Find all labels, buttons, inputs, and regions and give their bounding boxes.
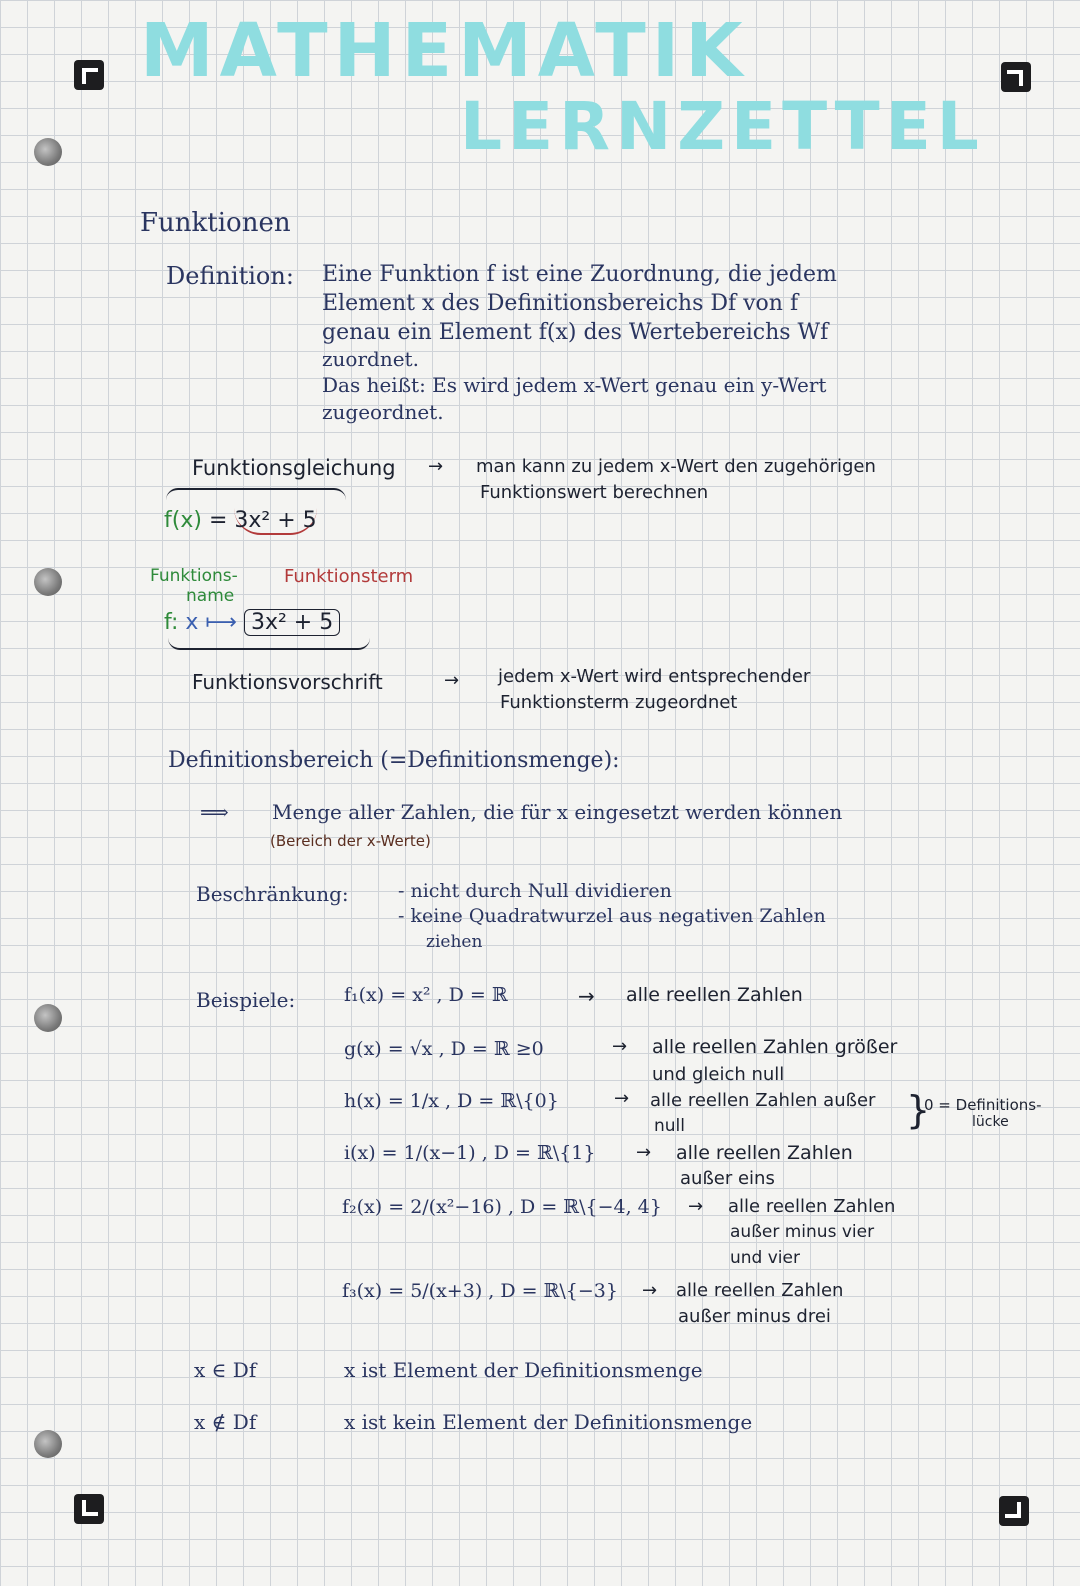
example-6-desc-2: außer minus drei xyxy=(678,1306,831,1327)
example-1-desc: alle reellen Zahlen xyxy=(626,984,803,1006)
equation-arrow: → xyxy=(428,456,444,477)
domain-title: Definitionsbereich (=Definitionsmenge): xyxy=(168,748,620,773)
example-6-formula: f₃(x) = 5/(x+3) , D = ℝ\{−3} xyxy=(342,1280,618,1302)
mapping-arrow: ⟼ xyxy=(205,610,237,635)
example-3-desc-1: alle reellen Zahlen außer xyxy=(650,1090,876,1111)
example-4-arrow: → xyxy=(636,1142,652,1163)
membership-symbol-1: x ∈ Df xyxy=(194,1358,257,1382)
binder-hole-1 xyxy=(34,138,62,166)
mapping-prefix: f: xyxy=(164,610,179,635)
title-line-1: MATHEMATIK xyxy=(140,8,749,94)
equation-row xyxy=(164,508,317,533)
example-1-formula: f₁(x) = x² , D = ℝ xyxy=(344,984,508,1006)
definition-line-4: zuordnet. xyxy=(322,347,419,371)
example-6-desc-1: alle reellen Zahlen xyxy=(676,1280,844,1301)
title-line-2: LERNZETTEL xyxy=(460,88,985,165)
restriction-item-2: - keine Quadratwurzel aus negativen Zahlen xyxy=(398,905,826,927)
domain-sub: (Bereich der x-Werte) xyxy=(270,832,431,850)
example-5-formula: f₂(x) = 2/(x²−16) , D = ℝ\{−4, 4} xyxy=(342,1196,662,1218)
example-4-formula: i(x) = 1/(x−1) , D = ℝ\{1} xyxy=(344,1142,596,1164)
examples-label: Beispiele: xyxy=(196,988,296,1012)
function-name-label-2: name xyxy=(186,586,235,606)
corner-marker-bottom-right xyxy=(999,1496,1029,1526)
equation-brace xyxy=(166,488,346,500)
definition-gap-note-1: 0 = Definitions- xyxy=(924,1096,1042,1114)
definition-gap-note-2: lücke xyxy=(972,1114,1009,1130)
definition-line-3: genau ein Element f(x) des Wertebereichs Wf xyxy=(322,320,829,345)
equation-label: Funktionsgleichung xyxy=(192,456,396,480)
function-term-label: Funktionsterm xyxy=(284,566,414,587)
membership-desc-1: x ist Element der Definitionsmenge xyxy=(344,1358,703,1382)
example-2-formula: g(x) = √x , D = ℝ ≥0 xyxy=(344,1038,544,1060)
definition-line-6: zugeordnet. xyxy=(322,400,444,424)
example-4-desc-1: alle reellen Zahlen xyxy=(676,1142,853,1164)
domain-arrow: ⟹ xyxy=(200,800,229,824)
equation-desc-1: man kann zu jedem x-Wert den zugehörigen xyxy=(476,456,876,477)
example-3-arrow: → xyxy=(614,1088,630,1109)
example-2-desc-2: und gleich null xyxy=(652,1064,785,1085)
mapping-arrow-2: → xyxy=(444,670,460,691)
definition-line-5: Das heißt: Es wird jedem x-Wert genau ein y-Wert xyxy=(322,373,827,397)
binder-hole-2 xyxy=(34,568,62,596)
example-2-arrow: → xyxy=(612,1036,628,1057)
section-title: Funktionen xyxy=(140,208,291,238)
mapping-brace xyxy=(168,638,370,650)
mapping-var: x xyxy=(185,610,199,635)
example-3-desc-2: null xyxy=(654,1116,685,1136)
function-name-label-1: Funktions- xyxy=(150,566,238,586)
example-1-arrow: → xyxy=(578,984,595,1008)
corner-marker-top-right xyxy=(1001,62,1031,92)
example-5-desc-1: alle reellen Zahlen xyxy=(728,1196,896,1217)
example-5-desc-3: und vier xyxy=(730,1248,800,1268)
equation-term: 3x² + 5 xyxy=(234,508,317,533)
binder-hole-3 xyxy=(34,1004,62,1032)
domain-desc: Menge aller Zahlen, die für x eingesetzt werden können xyxy=(272,800,843,824)
mapping-row xyxy=(164,610,340,635)
binder-hole-4 xyxy=(34,1430,62,1458)
mapping-label: Funktionsvorschrift xyxy=(192,670,383,694)
restriction-item-3: ziehen xyxy=(426,932,483,952)
definition-line-1: Eine Funktion f ist eine Zuordnung, die jedem xyxy=(322,262,837,287)
example-2-desc-1: alle reellen Zahlen größer xyxy=(652,1036,898,1058)
mapping-desc-1: jedem x-Wert wird entsprechender xyxy=(498,666,811,687)
example-6-arrow: → xyxy=(642,1280,658,1301)
definition-label: Definition: xyxy=(166,262,294,290)
example-4-desc-2: außer eins xyxy=(680,1168,775,1189)
example-3-formula: h(x) = 1/x , D = ℝ\{0} xyxy=(344,1090,559,1112)
membership-symbol-2: x ∉ Df xyxy=(194,1410,257,1434)
definition-line-2: Element x des Definitionsbereichs Df von f xyxy=(322,291,799,316)
corner-marker-bottom-left xyxy=(74,1494,104,1524)
equation-name: f(x) xyxy=(164,508,202,533)
example-5-arrow: → xyxy=(688,1196,704,1217)
mapping-term: 3x² + 5 xyxy=(244,609,340,636)
corner-marker-top-left xyxy=(74,60,104,90)
membership-desc-2: x ist kein Element der Definitionsmenge xyxy=(344,1410,753,1434)
restriction-label: Beschränkung: xyxy=(196,882,349,906)
restriction-item-1: - nicht durch Null dividieren xyxy=(398,880,672,902)
definition-gap-brace: } xyxy=(906,1088,931,1132)
equation-desc-2: Funktionswert berechnen xyxy=(480,482,709,503)
example-5-desc-2: außer minus vier xyxy=(730,1222,875,1242)
equation-equals: = xyxy=(208,508,228,533)
mapping-desc-2: Funktionsterm zugeordnet xyxy=(500,692,738,713)
